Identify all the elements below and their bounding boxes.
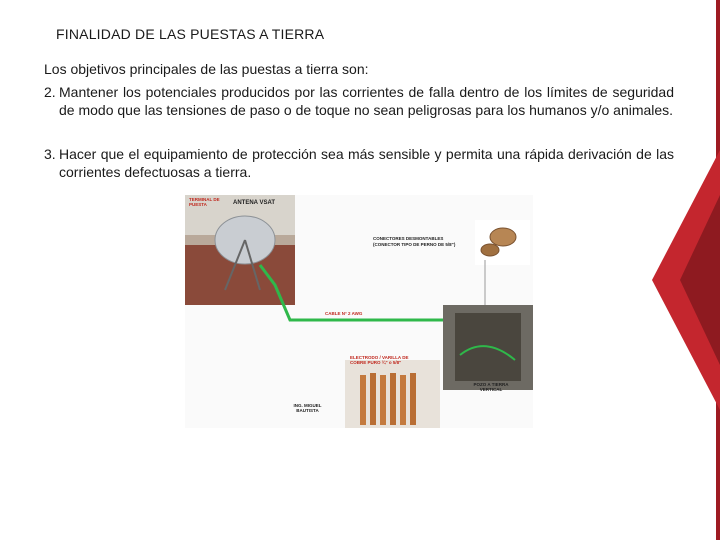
connector-bolt <box>481 244 499 256</box>
rod <box>410 373 416 425</box>
rod <box>370 373 376 425</box>
red-decoration-dark <box>680 195 720 365</box>
item-text: Hacer que el equipamiento de protección sea más sensible y permita una rápida derivación de las corrientes defectuosas a tierra. <box>59 146 674 180</box>
connector-clamp <box>490 228 516 246</box>
item-number: 3. <box>44 146 56 162</box>
grounding-diagram <box>185 195 533 428</box>
slide-title: FINALIDAD DE LAS PUESTAS A TIERRA <box>56 26 325 42</box>
connectors-label: CONECTORES DESMONTABLES <box>373 236 444 241</box>
list-item <box>44 83 674 119</box>
well-label: POZO A TIERRA VERTICAL <box>473 382 509 392</box>
author-label: ING. MIGUEL BAUTISTA <box>293 403 322 413</box>
cable-label: CABLE N° 2 AWG <box>325 311 363 316</box>
electrode-label: ELECTRODO / VARILLA DE COBRE PURO ¾" o 5/8" <box>350 355 409 365</box>
list-item <box>44 145 674 181</box>
connectors-sublabel: (CONECTOR TIPO DE PERNO DE 5/8") <box>373 242 456 247</box>
rod <box>360 375 366 425</box>
item-text: Mantener los potenciales producidos por las corrientes de falla dentro de los límites de seguridad de modo que las tensiones de paso o de toque no sean peligrosas para los humanos y/o animales. <box>59 84 674 118</box>
terminal-label: TERMINAL DE PUESTA <box>189 197 220 207</box>
intro-text: Los objetivos principales de las puestas a tierra son: <box>44 61 369 77</box>
antenna-label: ANTENA VSAT <box>233 200 275 206</box>
rod <box>380 375 386 425</box>
rod <box>390 373 396 425</box>
item-number: 2. <box>44 84 56 100</box>
rod <box>400 375 406 425</box>
